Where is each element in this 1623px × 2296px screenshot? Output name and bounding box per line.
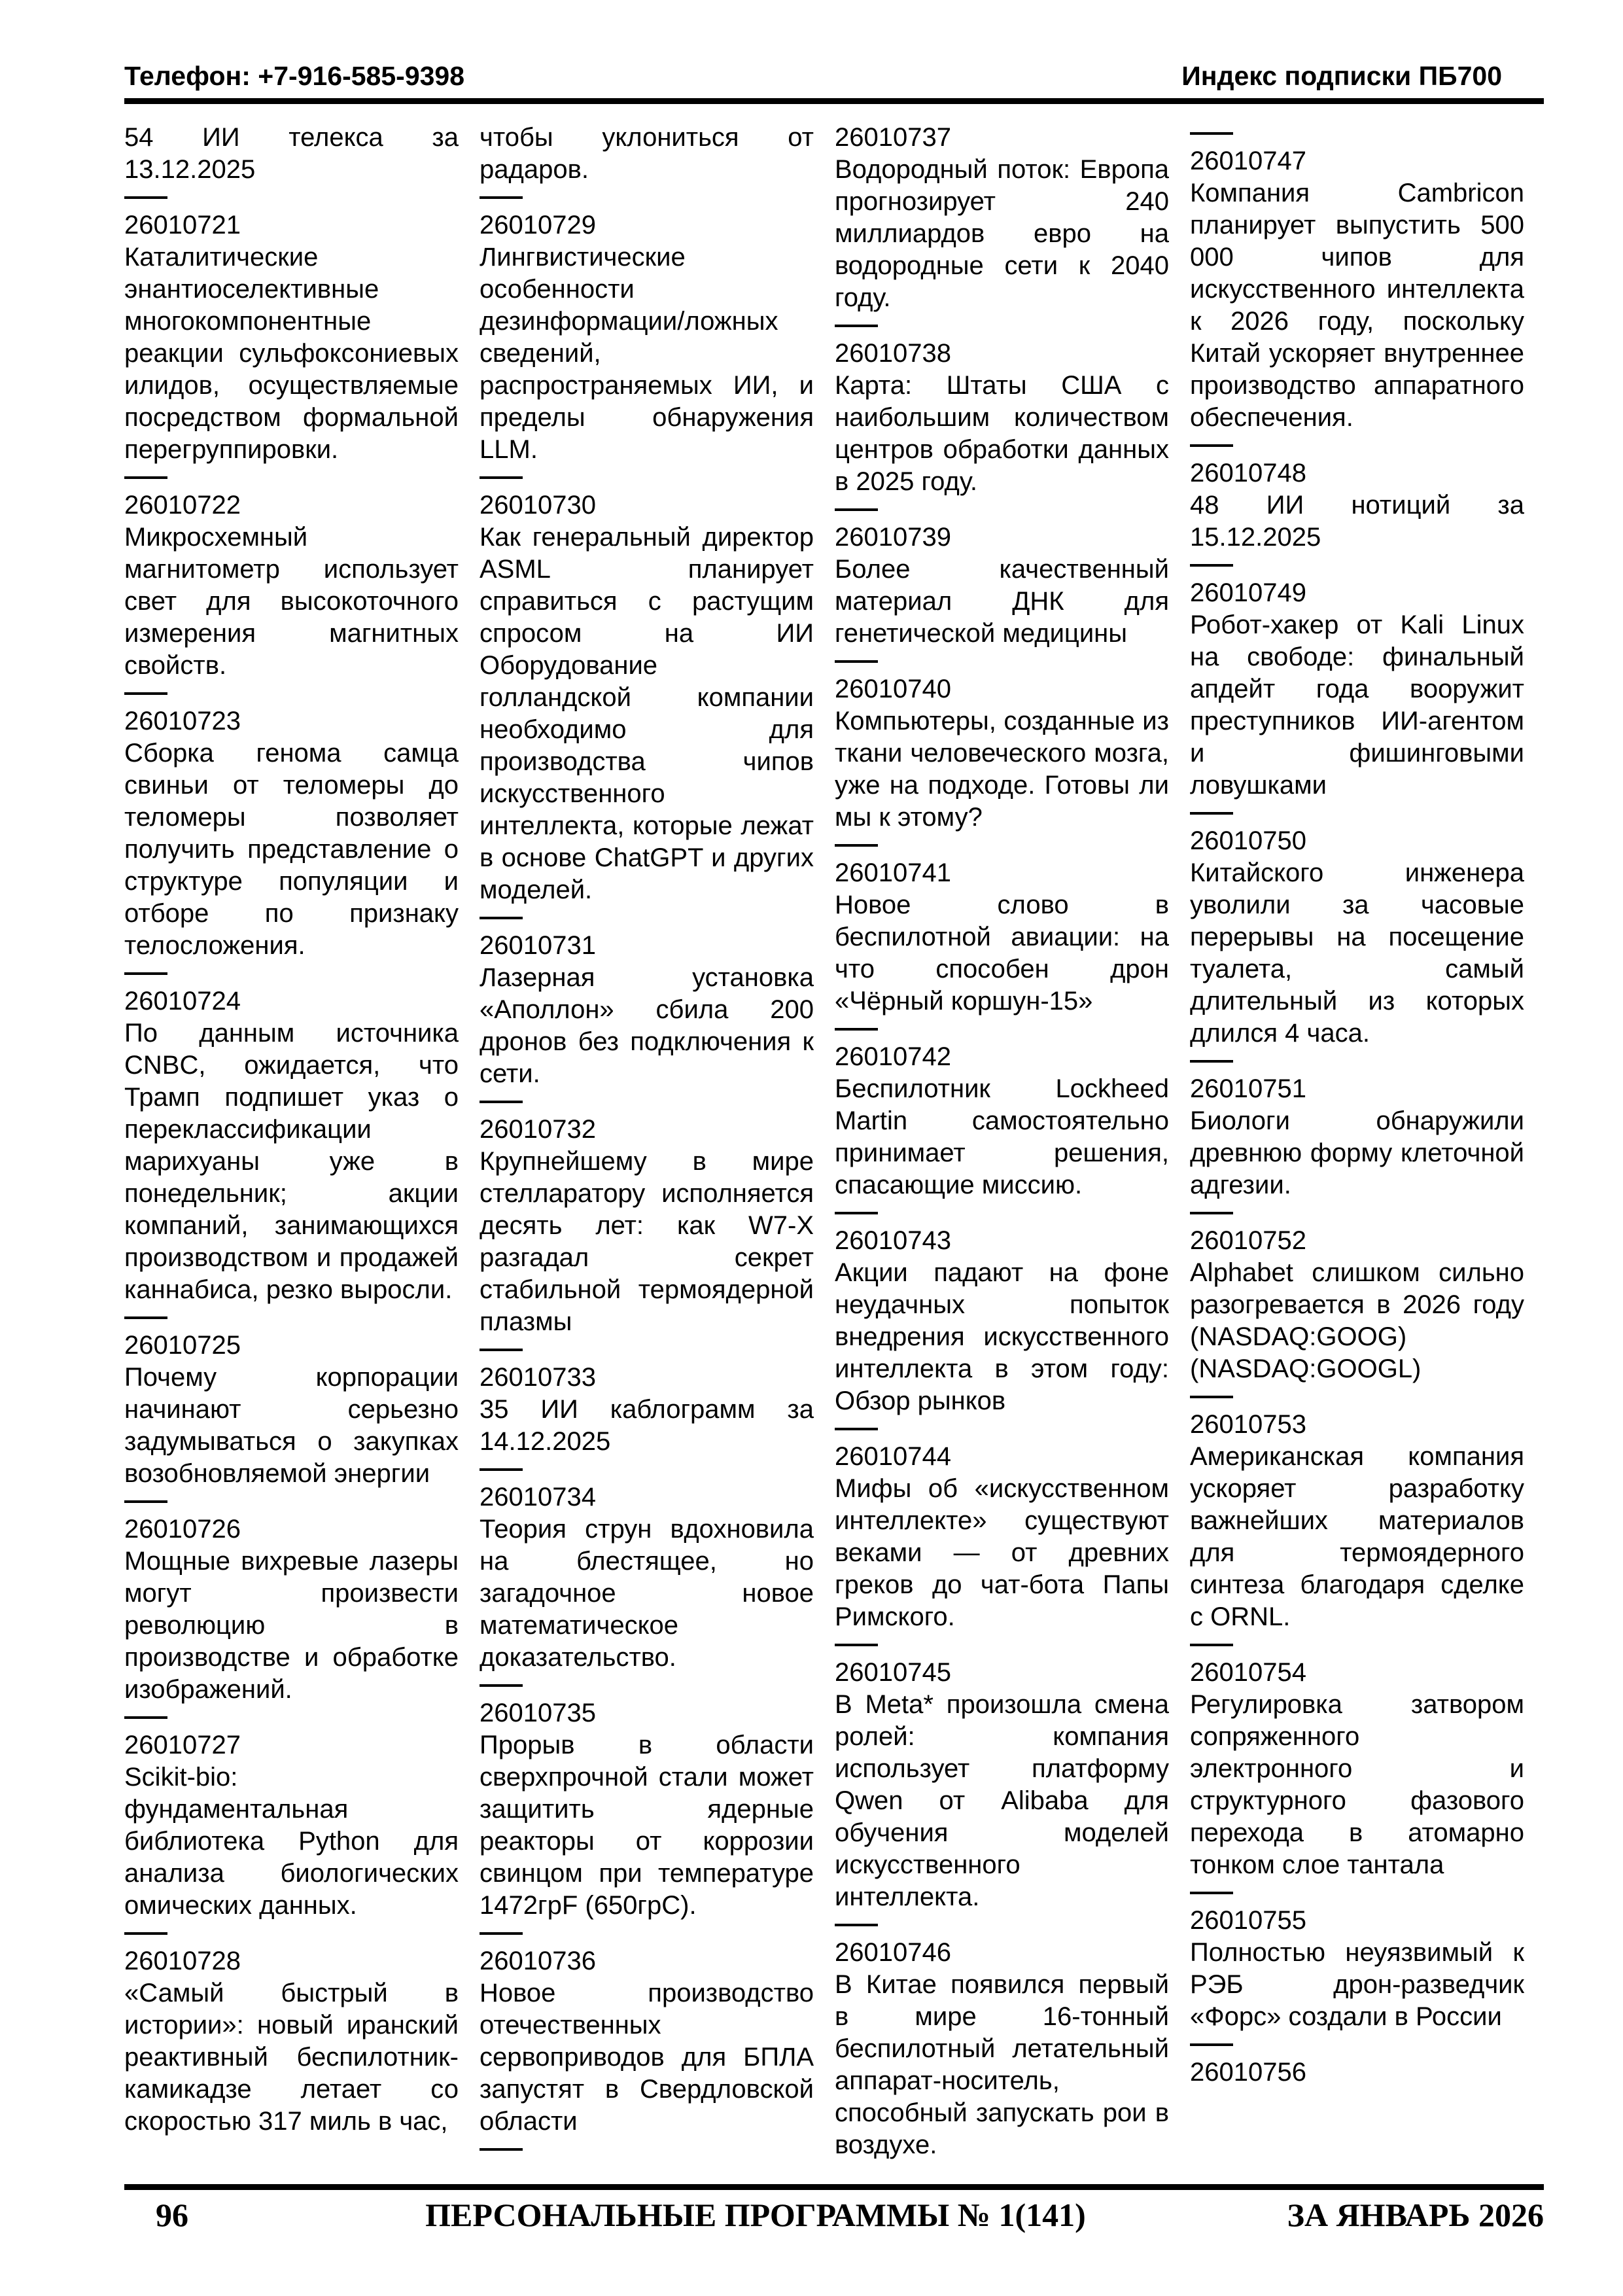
entry (835, 857, 1169, 1017)
entry-number: 26010721 (124, 211, 241, 239)
entry-number: 26010743 (835, 1226, 951, 1255)
item-divider (480, 1349, 523, 1351)
entry-number: 26010722 (124, 491, 241, 520)
entry-number: 26010749 (1190, 578, 1306, 607)
entry-number: 26010746 (835, 1938, 951, 1967)
entry-text: В Meta* произошла смена ролей: компания использует платформу Qwen от Alibaba для обучения моделей искусственного интеллекта. (835, 1690, 1169, 1911)
entry-number: 26010752 (1190, 1226, 1306, 1255)
page-footer (124, 2196, 1544, 2234)
entry (1190, 1657, 1524, 1881)
item-divider (1190, 1396, 1233, 1398)
entry-number: 26010738 (835, 339, 951, 368)
item-divider (480, 1101, 523, 1103)
entry (480, 930, 814, 1090)
entry (124, 705, 459, 962)
entry-number: 26010739 (835, 523, 951, 552)
page-number: 96 (156, 2197, 188, 2233)
item-divider (124, 692, 167, 695)
issue-period: ЗА ЯНВАРЬ 2026 (1287, 2197, 1544, 2233)
item-divider (124, 476, 167, 479)
item-divider (480, 917, 523, 919)
entry-text: Микросхемный магнитометр использует свет для высокоточного измерения магнитных свойств. (124, 523, 459, 680)
content-columns (124, 122, 1526, 2180)
item-divider (1190, 1644, 1233, 1646)
item-divider (480, 2148, 523, 2151)
entry-number: 26010730 (480, 491, 596, 520)
entry-text: Scikit-bio: фундаментальная библиотека Python для анализа биологических омических данных. (124, 1763, 459, 1920)
entry (480, 209, 814, 466)
entry-text: Почему корпорации начинают серьезно задумываться о закупках возобновляемой энергии (124, 1363, 459, 1488)
entry-number: 26010747 (1190, 147, 1306, 175)
entry (835, 1441, 1169, 1633)
entry-text: Американская компания ускоряет разработку важнейших материалов для термоядерного синтеза благодаря сделке с ORNL. (1190, 1442, 1524, 1631)
item-divider (835, 1644, 878, 1646)
entry-text: 35 ИИ каблограмм за 14.12.2025 (480, 1395, 814, 1456)
entry-text: Акции падают на фоне неудачных попыток внедрения искусственного интеллекта в этом году: Обзор рынков (835, 1258, 1169, 1415)
entry-text: Беспилотник Lockheed Martin самостоятельно принимает решения, спасающие миссию. (835, 1074, 1169, 1199)
entry-number: 26010753 (1190, 1410, 1306, 1439)
entry (1190, 577, 1524, 802)
entry (480, 1481, 814, 1674)
entry-number: 26010729 (480, 211, 596, 239)
entry-text: 54 ИИ телекса за 13.12.2025 (124, 123, 459, 184)
item-divider (124, 196, 167, 199)
item-divider (480, 196, 523, 199)
item-divider (1190, 1060, 1233, 1063)
item-divider (124, 972, 167, 975)
entry-number: 26010748 (1190, 459, 1306, 487)
entry (480, 1362, 814, 1458)
item-divider (124, 1716, 167, 1719)
entry (835, 521, 1169, 650)
entry (124, 489, 459, 682)
entry (124, 1945, 459, 2138)
entry-number: 26010734 (480, 1483, 596, 1511)
item-divider (124, 1500, 167, 1503)
item-divider (1190, 564, 1233, 567)
entry-text: Новое производство отечественных сервоприводов для БПЛА запустят в Свердловской области (480, 1979, 814, 2136)
entry-text: Карта: Штаты США с наибольшим количеством центров обработки данных в 2025 году. (835, 371, 1169, 496)
item-divider (480, 476, 523, 479)
page-header (124, 60, 1544, 92)
entry (124, 122, 459, 186)
entry-text: Китайского инженера уволили за часовые перерывы на посещение туалета, самый длительный из которых длился 4 часа. (1190, 858, 1524, 1048)
entry (835, 338, 1169, 498)
entry-number: 26010731 (480, 931, 596, 960)
entry-text: Сборка генома самца свиньи от теломеры до теломеры позволяет получить представление о структуре популяции и отборе по признаку телосложения. (124, 739, 459, 960)
item-divider (480, 1684, 523, 1687)
entry (835, 1937, 1169, 2161)
item-divider (480, 1932, 523, 1935)
entry-number: 26010723 (124, 707, 241, 735)
item-divider (835, 1924, 878, 1926)
entry-number: 26010736 (480, 1947, 596, 1975)
entry-number: 26010755 (1190, 1906, 1306, 1935)
entry-text: Новое слово в беспилотной авиации: на что способен дрон «Чёрный коршун-15» (835, 891, 1169, 1016)
entry-text: Полностью неуязвимый к РЭБ дрон-разведчик «Форс» создали в России (1190, 1938, 1524, 2031)
entry-number: 26010744 (835, 1442, 951, 1471)
entry (480, 489, 814, 906)
item-divider (835, 325, 878, 327)
entry (835, 1657, 1169, 1913)
entry-text: Регулировка затвором сопряженного электронного и структурного фазового перехода в атомарно тонком слое тантала (1190, 1690, 1524, 1879)
entry-number: 26010725 (124, 1331, 241, 1360)
entry-number: 26010732 (480, 1115, 596, 1144)
content-column (835, 122, 1169, 2180)
entry-text: чтобы уклониться от радаров. (480, 123, 814, 184)
content-column (1190, 122, 1524, 2180)
entry (480, 122, 814, 186)
item-divider (124, 1316, 167, 1319)
entry-number: 26010728 (124, 1947, 241, 1975)
entry (1190, 145, 1524, 434)
entry-text: Крупнейшему в мире стелларатору исполняется десять лет: как W7-X разгадал секрет стабильной термоядерной плазмы (480, 1147, 814, 1336)
entry-number: 26010726 (124, 1515, 241, 1544)
item-divider (1190, 812, 1233, 815)
item-divider (835, 660, 878, 663)
entry-text: Компьютеры, созданные из ткани человеческого мозга, уже на подходе. Готовы ли мы к этому? (835, 707, 1169, 832)
entry-text: Мифы об «искусственном интеллекте» существуют веками — от древних греков до чат-бота Папы Римского. (835, 1474, 1169, 1631)
entry (480, 1945, 814, 2138)
entry-number: 26010751 (1190, 1074, 1306, 1103)
phone-number: Телефон: +7-916-585-9398 (124, 61, 465, 91)
entry (1190, 1073, 1524, 1201)
footer-rule (124, 2184, 1544, 2190)
entry-text: Мощные вихревые лазеры могут произвести революцию в производстве и обработке изображений. (124, 1547, 459, 1704)
entry-number: 26010741 (835, 858, 951, 887)
entry-number: 26010737 (835, 123, 951, 152)
entry-text: Водородный поток: Европа прогнозирует 240 миллиардов евро на водородные сети к 2040 году. (835, 155, 1169, 312)
entry (124, 1330, 459, 1490)
entry (1190, 1905, 1524, 2033)
entry-number: 26010756 (1190, 2058, 1306, 2087)
entry (1190, 1409, 1524, 1633)
entry-text: Теория струн вдохновила на блестящее, но загадочное новое математическое доказательство. (480, 1515, 814, 1672)
item-divider (1190, 2043, 1233, 2046)
journal-title: ПЕРСОНАЛЬНЫЕ ПРОГРАММЫ № 1(141) (425, 2197, 1086, 2233)
item-divider (124, 1932, 167, 1935)
entry-text: Как генеральный директор ASML планирует справиться с растущим спросом на ИИ Оборудование голландской компании необходимо для производства чипов искусственного интеллекта, которые лежат в основе ChatGPT и других моделей. (480, 523, 814, 904)
entry (835, 122, 1169, 314)
entry-number: 26010754 (1190, 1658, 1306, 1687)
entry (1190, 1225, 1524, 1385)
entry-text: Каталитические энантиоселективные многокомпонентные реакции сульфоксониевых илидов, осуществляемые посредством формальной перегруппировки. (124, 243, 459, 464)
content-column (480, 122, 814, 2180)
item-divider (835, 1212, 878, 1214)
item-divider (835, 1028, 878, 1031)
entry (124, 1729, 459, 1922)
entry-number: 26010740 (835, 675, 951, 703)
entry (124, 985, 459, 1306)
header-rule (124, 98, 1544, 104)
entry-text: В Китае появился первый в мире 16-тонный беспилотный летательный аппарат-носитель, способный запускать рои в воздухе. (835, 1970, 1169, 2159)
entry (1190, 2057, 1524, 2089)
entry (124, 1513, 459, 1706)
entry-text: «Самый быстрый в истории»: новый иранский реактивный беспилотник-камикадзе летает со скоростью 317 миль в час, (124, 1979, 459, 2136)
item-divider (1190, 1212, 1233, 1214)
item-divider (835, 1428, 878, 1430)
item-divider (1190, 132, 1233, 135)
entry (480, 1697, 814, 1922)
entry-text: Биологи обнаружили древнюю форму клеточной адгезии. (1190, 1106, 1524, 1199)
entry (124, 209, 459, 466)
entry-text: Компания Cambricon планирует выпустить 500 000 чипов для искусственного интеллекта к 2026 году, поскольку Китай ускоряет внутреннее производство аппаратного обеспечения. (1190, 179, 1524, 432)
entry-text: По данным источника CNBC, ожидается, что Трамп подпишет указ о переклассификации марихуаны уже в понедельник; акции компаний, занимающихся производством и продажей каннабиса, резко выросли. (124, 1019, 459, 1304)
entry-text: Лингвистические особенности дезинформации/ложных сведений, распространяемых ИИ, и пределы обнаружения LLM. (480, 243, 814, 464)
entry (835, 1041, 1169, 1201)
entry-text: Более качественный материал ДНК для генетической медицины (835, 555, 1169, 648)
entry-number: 26010735 (480, 1699, 596, 1727)
subscription-index: Индекс подписки ПБ700 (1181, 61, 1502, 91)
entry-number: 26010724 (124, 987, 241, 1016)
entry (835, 1225, 1169, 1417)
entry (835, 673, 1169, 834)
item-divider (835, 508, 878, 511)
entry-text: Лазерная установка «Аполлон» сбила 200 дронов без подключения к сети. (480, 963, 814, 1088)
entry-text: Alphabet слишком сильно разогревается в 2026 году (NASDAQ:GOOG) (NASDAQ:GOOGL) (1190, 1258, 1524, 1383)
item-divider (480, 1468, 523, 1471)
content-column (124, 122, 459, 2180)
entry (480, 1114, 814, 1338)
entry-number: 26010727 (124, 1731, 241, 1759)
entry (1190, 825, 1524, 1050)
entry-text: Робот-хакер от Kali Linux на свободе: финальный апдейт года вооружит преступников ИИ-агентом и фишинговыми ловушками (1190, 610, 1524, 800)
item-divider (835, 844, 878, 847)
entry-number: 26010745 (835, 1658, 951, 1687)
entry-number: 26010750 (1190, 826, 1306, 855)
entry (1190, 457, 1524, 554)
item-divider (1190, 1892, 1233, 1894)
entry-text: Прорыв в области сверхпрочной стали может защитить ядерные реакторы от коррозии свинцом при температуре 1472грF (650грС). (480, 1731, 814, 1920)
entry-number: 26010733 (480, 1363, 596, 1392)
entry-number: 26010742 (835, 1042, 951, 1071)
entry-text: 48 ИИ нотиций за 15.12.2025 (1190, 491, 1524, 552)
item-divider (1190, 444, 1233, 447)
